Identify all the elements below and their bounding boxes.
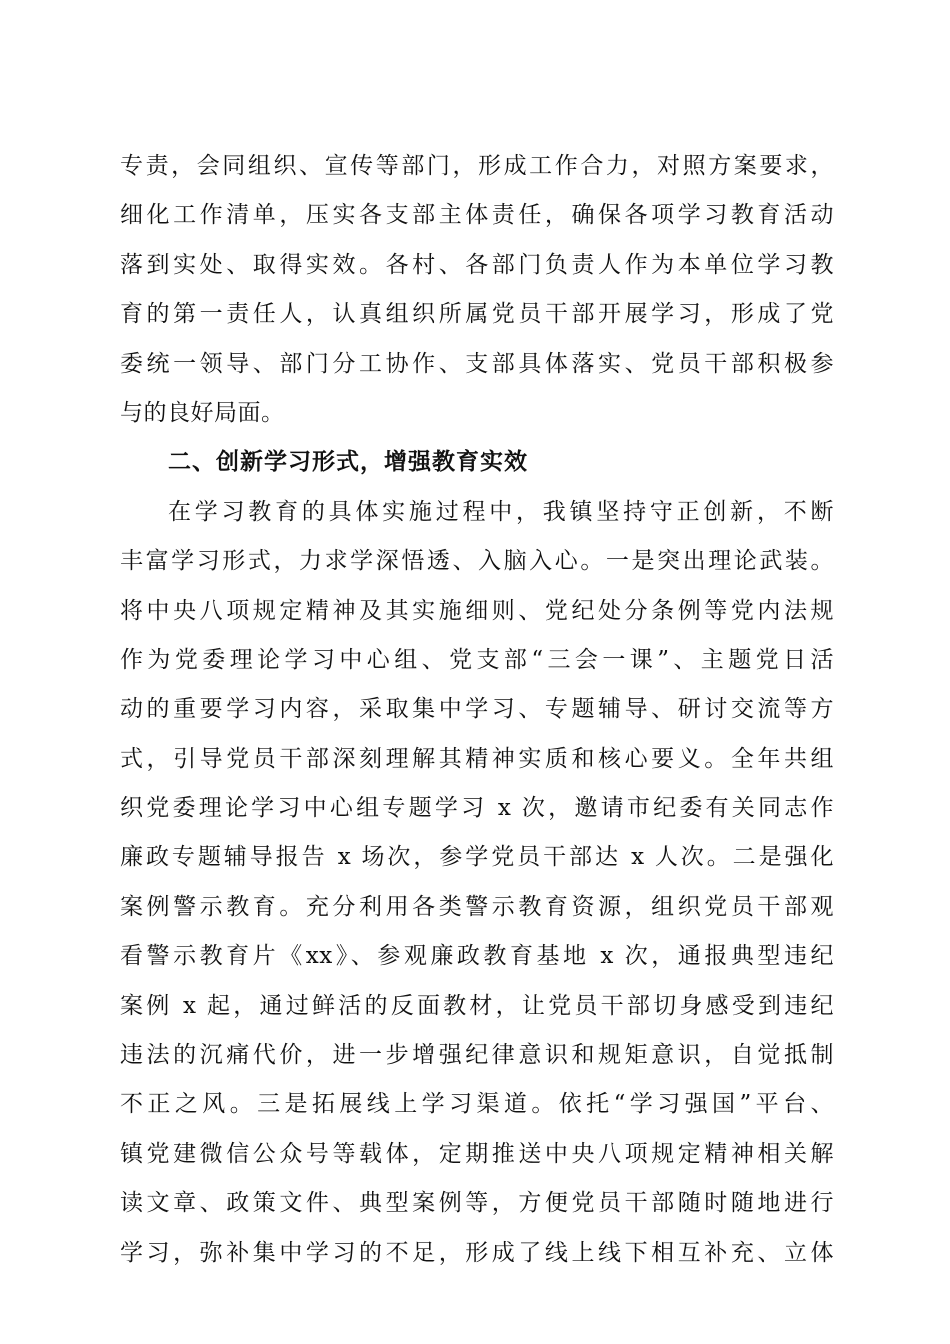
paragraph-2 — [120, 488, 834, 1278]
paragraph-line: 案例 x 起，通过鲜活的反面教材，让党员干部切身感受到违纪 — [120, 992, 834, 1019]
paragraph-line: 丰富学习形式，力求学深悟透、入脑入心。一是突出理论武装。 — [120, 548, 834, 575]
paragraph-line: 违法的沉痛代价，进一步增强纪律意识和规矩意识，自觉抵制 — [120, 1042, 834, 1069]
paragraph-line: 织党委理论学习中心组专题学习 x 次，邀请市纪委有关同志作 — [120, 795, 834, 822]
paragraph-line: 廉政专题辅导报告 x 场次，参学党员干部达 x 人次。二是强化 — [120, 844, 834, 871]
paragraph-line: 落到实处、取得实效。各村、各部门负责人作为本单位学习教 — [120, 251, 834, 278]
section-heading: 二、创新学习形式，增强教育实效 — [168, 449, 528, 476]
paragraph-line: 作为党委理论学习中心组、党支部“三会一课”、主题党日活 — [120, 646, 834, 673]
paragraph-1 — [120, 142, 834, 438]
paragraph-line: 委统一领导、部门分工协作、支部具体落实、党员干部积极参 — [120, 350, 834, 377]
paragraph-line: 案例警示教育。充分利用各类警示教育资源，组织党员干部观 — [120, 893, 834, 920]
paragraph-line: 看警示教育片《xx》、参观廉政教育基地 x 次，通报典型违纪 — [120, 943, 834, 970]
paragraph-line: 在学习教育的具体实施过程中，我镇坚持守正创新，不断 — [168, 498, 834, 525]
paragraph-line: 式，引导党员干部深刻理解其精神实质和核心要义。全年共组 — [120, 745, 834, 772]
paragraph-line: 细化工作清单，压实各支部主体责任，确保各项学习教育活动 — [120, 202, 834, 229]
document-body — [120, 142, 834, 1278]
paragraph-line: 镇党建微信公众号等载体，定期推送中央八项规定精神相关解 — [120, 1140, 834, 1167]
paragraph-line: 将中央八项规定精神及其实施细则、党纪处分条例等党内法规 — [120, 597, 834, 624]
paragraph-line: 与的良好局面。 — [120, 399, 285, 426]
paragraph-line: 育的第一责任人，认真组织所属党员干部开展学习，形成了党 — [120, 301, 834, 328]
paragraph-line: 动的重要学习内容，采取集中学习、专题辅导、研讨交流等方 — [120, 696, 834, 723]
paragraph-line: 专责，会同组织、宣传等部门，形成工作合力，对照方案要求， — [120, 153, 834, 179]
paragraph-line: 不正之风。三是拓展线上学习渠道。依托“学习强国”平台、 — [120, 1091, 834, 1118]
paragraph-line: 读文章、政策文件、典型案例等，方便党员干部随时随地进行 — [120, 1190, 834, 1217]
paragraph-line: 学习，弥补集中学习的不足，形成了线上线下相互补充、立体 — [120, 1239, 834, 1266]
